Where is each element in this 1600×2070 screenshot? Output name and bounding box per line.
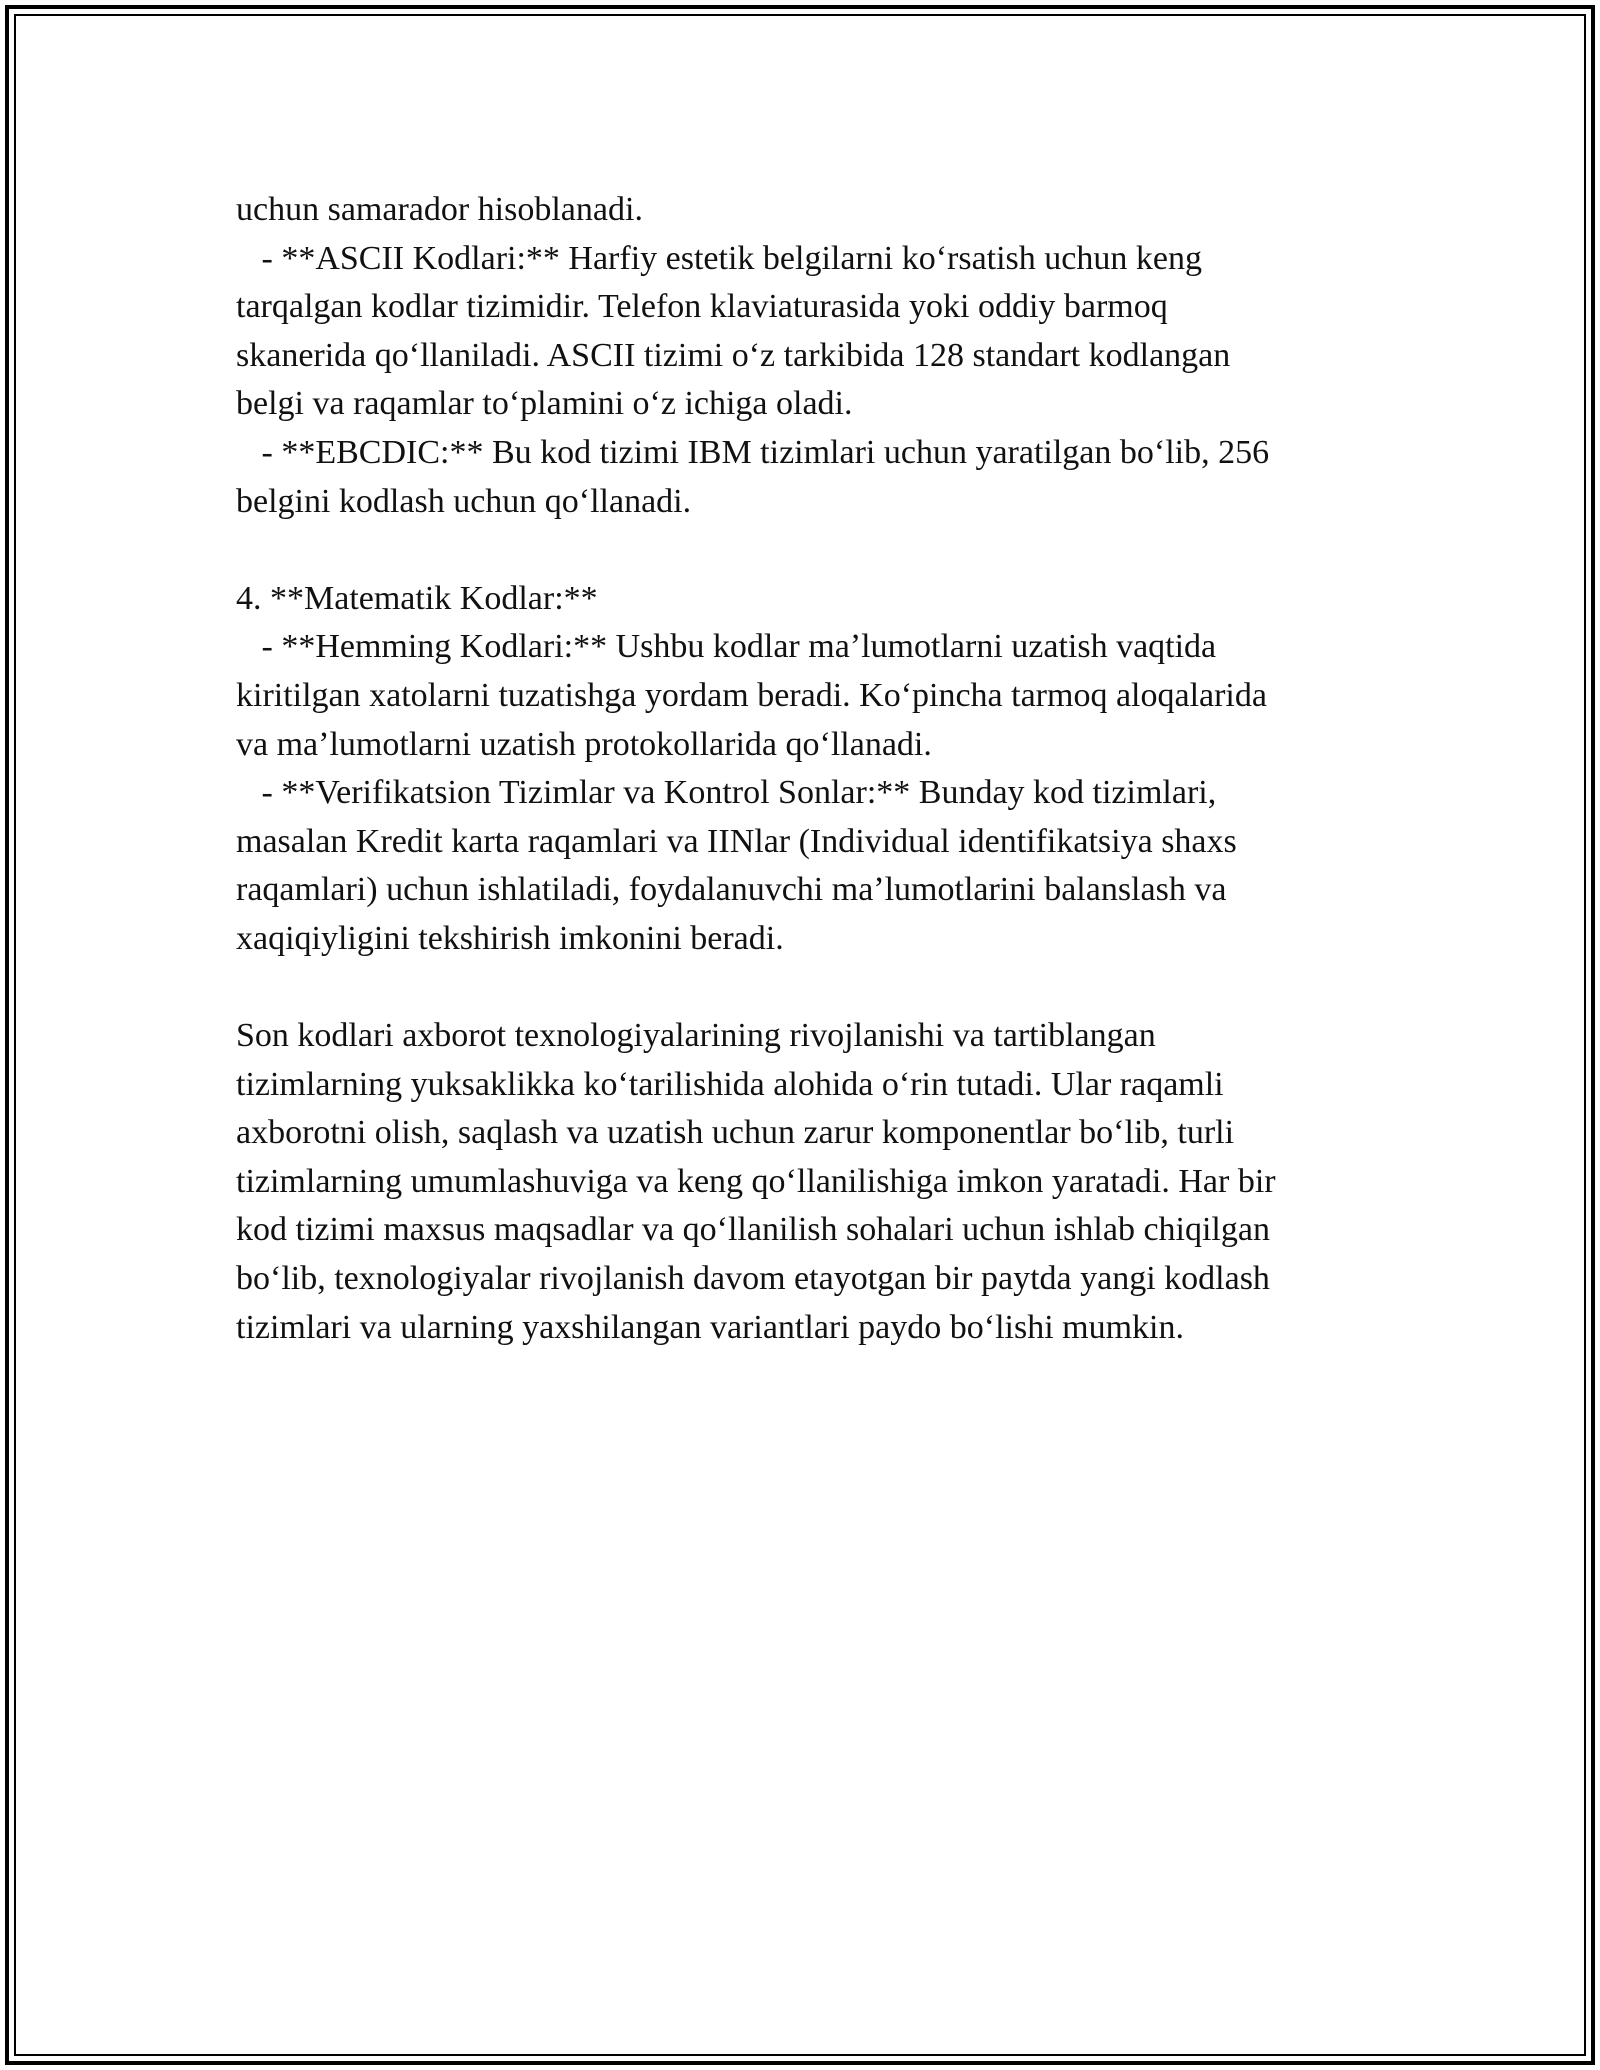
text-line: - **ASCII Kodlari:** Harfiy estetik belgilarni koʻrsatish uchun keng <box>236 239 1202 277</box>
text-line: axborotni olish, saqlash va uzatish uchun zarur komponentlar boʻlib, turli <box>236 1114 1235 1152</box>
text-line: tizimlarning umumlashuviga va keng qoʻllanilishiga imkon yaratadi. Har bir <box>236 1162 1276 1200</box>
text-line: tizimlari va ularning yaxshilangan variantlari paydo boʻlishi mumkin. <box>236 1308 1184 1346</box>
text-line: tarqalgan kodlar tizimidir. Telefon klaviaturasida yoki oddiy barmoq <box>236 288 1168 326</box>
text-line: - **Verifikatsion Tizimlar va Kontrol Sonlar:** Bunday kod tizimlari, <box>236 774 1217 812</box>
text-line: - **Hemming Kodlari:** Ushbu kodlar maʼlumotlarni uzatish vaqtida <box>236 628 1217 666</box>
text-line: va maʼlumotlarni uzatish protokollarida qoʻllanadi. <box>236 725 932 763</box>
text-line: tizimlarning yuksaklikka koʻtarilishida alohida oʻrin tutadi. Ular raqamli <box>236 1065 1224 1103</box>
text-line: boʻlib, texnologiyalar rivojlanish davom etayotgan bir paytda yangi kodlash <box>236 1260 1270 1298</box>
text-line: masalan Kredit karta raqamlari va IINlar (Individual identifikatsiya shaxs <box>236 822 1237 860</box>
text-line: raqamlari) uchun ishlatiladi, foydalanuvchi maʼlumotlarini balanslash va <box>236 871 1227 909</box>
text-line: Son kodlari axborot texnologiyalarining rivojlanishi va tartiblangan <box>236 1017 1156 1055</box>
text-line: belgi va raqamlar toʻplamini oʻz ichiga oladi. <box>236 385 853 423</box>
paragraph-gap <box>236 526 1386 575</box>
text-line: kod tizimi maxsus maqsadlar va qoʻllanilish sohalari uchun ishlab chiqilgan <box>236 1211 1270 1249</box>
text-line: belgini kodlash uchun qoʻllanadi. <box>236 482 692 520</box>
text-line: xaqiqiyligini tekshirish imkonini beradi. <box>236 919 784 957</box>
text-line: - **EBCDIC:** Bu kod tizimi IBM tizimlari uchun yaratilgan boʻlib, 256 <box>236 433 1270 471</box>
text-line: skanerida qoʻllaniladi. ASCII tizimi oʻz tarkibida 128 standart kodlangan <box>236 336 1231 374</box>
text-line: kiritilgan xatolarni tuzatishga yordam beradi. Koʻpincha tarmoq aloqalarida <box>236 676 1267 714</box>
paragraph-gap <box>236 964 1386 1013</box>
document-body <box>236 186 1386 1352</box>
text-line: uchun samarador hisoblanadi. <box>236 191 643 228</box>
section-heading: 4. **Matematik Kodlar:** <box>236 579 598 617</box>
